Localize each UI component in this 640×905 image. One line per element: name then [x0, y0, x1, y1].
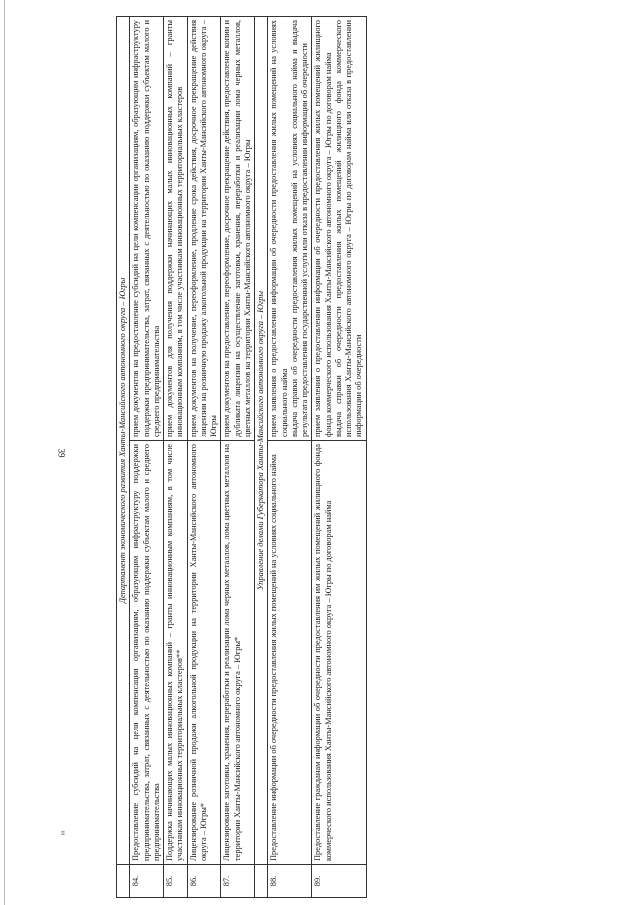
table-row	[221, 17, 255, 898]
department-row	[117, 17, 130, 898]
table-row	[164, 17, 188, 898]
service-content-item: выдача справки об очередности предоставления жилых помещений на условиях социального найма и выдача результата предоставления государственной услуги или отказа в предоставлении информации об очередности	[289, 20, 309, 437]
service-name: Предоставление информации об очередности предоставления жилых помещений на условиях социального найма	[268, 441, 312, 865]
service-name: Предоставление субсидий на цели компенсации организациям, образующим инфраструктуру поддержки предпринимательства, затрат, связанных с деятельностью по оказанию поддержки субъектам малого и среднего предпринимательства	[130, 441, 164, 865]
row-number: 84.	[130, 865, 164, 898]
table-row	[187, 17, 221, 898]
footnote-mark: ııı	[59, 830, 66, 836]
service-content	[268, 17, 312, 441]
service-content: прием документов на получение, переоформление, продление срока действия, досрочное прекращение действия лицензии на розничную продажу алкогольной продукции на территории Ханты-Мансийского автономного округа – Югры	[187, 17, 221, 441]
service-content: прием документов на предоставление, переоформление, досрочное прекращение действия, предоставление копии и дубликата лицензии на осуществление заготовки, хранения, переработки и реализации лома черных металлов, цветных металлов на территории Ханты-Мансийского автономного округа – Югры	[221, 17, 255, 441]
rotated-table-sheet	[116, 16, 558, 898]
service-content-item: прием заявления о предоставлении информации об очередности предоставления жилых помещений на условиях социального найма	[269, 20, 289, 437]
department-row	[255, 17, 268, 898]
service-content: прием документов для получения поддержки начинающих малых инновационных компаний – гранты инновационным компаниям, в том числе участникам инновационных территориальных кластеров	[164, 17, 188, 441]
row-number: 89.	[312, 865, 366, 898]
scan-edge	[4, 0, 5, 905]
service-content	[312, 17, 366, 441]
service-content-item: выдача справки об очередности предоставления жилых помещений жилищного фонда коммерческого использования Ханты-Мансийского автономного округа – Югры по договорам найма или отказа в предоставлении информации об очередности	[333, 20, 364, 437]
row-number: 88.	[268, 865, 312, 898]
row-number: 85.	[164, 865, 188, 898]
row-number: 86.	[187, 865, 221, 898]
page-number: 39	[56, 448, 67, 458]
department-heading: Департамент экономического развития Ханты-Мансийского автономного округа – Югры	[117, 17, 130, 865]
table-row	[268, 17, 312, 898]
service-name: Лицензирование розничной продажи алкогольной продукции на территории Ханты-Мансийского автономного округа – Югры*	[187, 441, 221, 865]
table-row	[130, 17, 164, 898]
table-row	[312, 17, 366, 898]
service-name: Поддержка начинающих малых инновационных компаний – гранты инновационным компаниям, в том числе участникам инновационных территориальных кластеров**	[164, 441, 188, 865]
service-content-item: прием заявления о предоставлении информации об очередности предоставления жилых помещений жилищного фонда коммерческого использования Ханты-Мансийского автономного округа – Югры по договорам найма	[313, 20, 333, 437]
services-table	[116, 16, 367, 898]
service-content: прием документов на предоставление субсидий на цели компенсации организациям, образующим инфраструктуру поддержки предпринимательства, затрат, связанных с деятельностью по оказанию поддержки субъектам малого и среднего предпринимательства	[130, 17, 164, 441]
department-heading: Управление делами Губернатора Ханты-Мансийского автономного округа – Югры	[255, 17, 268, 865]
service-name: Лицензирование заготовки, хранения, переработки и реализации лома черных металлов, лома цветных металлов на территории Ханты-Мансийского автономного округа – Югры*	[221, 441, 255, 865]
service-name: Предоставление гражданам информации об очередности предоставления им жилых помещений жилищного фонда коммерческого использования Ханты-Мансийского автономного округа – Югры по договорам найма	[312, 441, 366, 865]
row-number: 87.	[221, 865, 255, 898]
